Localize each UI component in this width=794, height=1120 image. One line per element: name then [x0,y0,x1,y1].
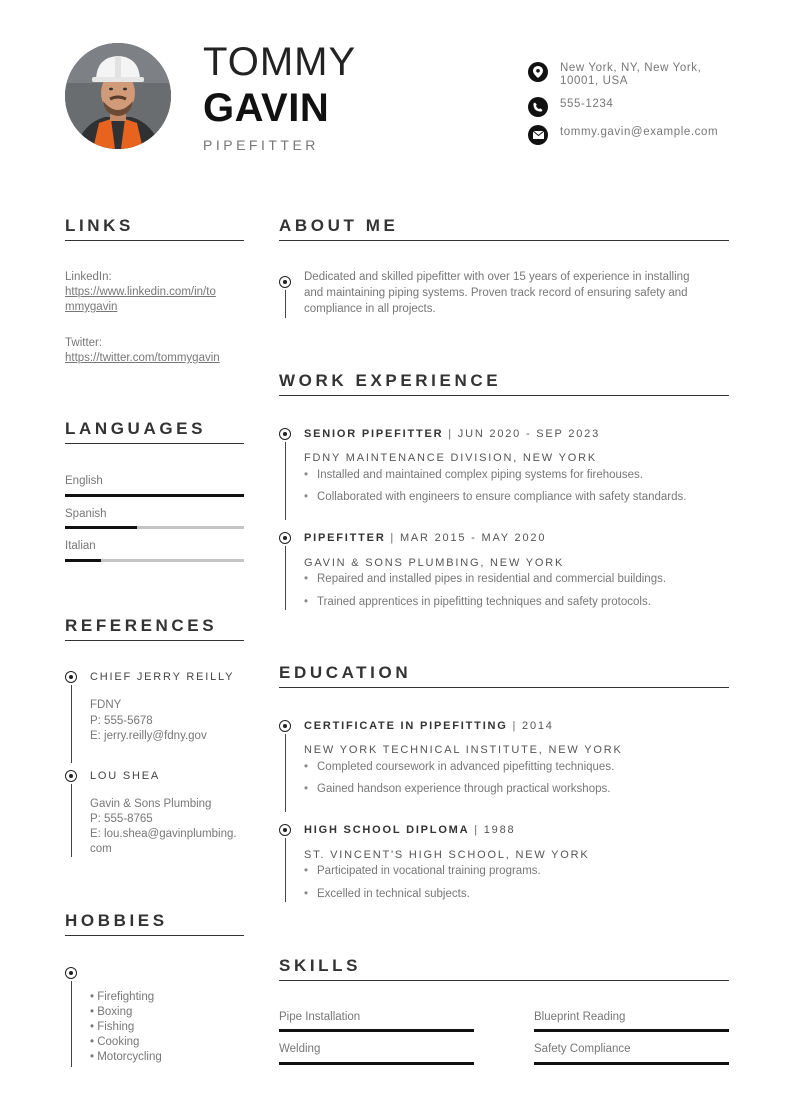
timeline-dot-icon [279,532,291,544]
envelope-icon [528,125,548,145]
skill-name: Pipe Installation [279,1011,361,1023]
job-bullet: • Installed and maintained complex piping systems for firehouses. [317,469,643,481]
timeline-dot-icon [279,824,291,836]
education-year: 2014 [522,720,554,732]
separator: | [443,428,458,440]
education-school: NEW YORK TECHNICAL INSTITUTE, NEW YORK [304,744,623,756]
timeline-line [71,784,72,857]
timeline-line [71,981,72,1067]
timeline-line [285,734,286,812]
reference-email-continued: com [90,843,112,855]
languages-heading: LANGUAGES [65,419,207,438]
language-name: Spanish [65,508,107,520]
language-name: Italian [65,540,96,552]
about-divider [279,240,729,241]
hobbies-heading: HOBBIES [65,911,168,930]
job-bullet: • Collaborated with engineers to ensure compliance with safety standards. [317,491,686,503]
job-title-line [304,428,600,440]
skill-name: Welding [279,1043,321,1055]
about-text: and maintaining piping systems. Proven track record of ensuring safety and [304,287,688,299]
timeline-line [285,546,286,610]
skill-level-bar [534,1062,729,1065]
hobby-item: • Firefighting [90,991,155,1003]
language-level-bar [65,559,244,562]
skill-level-bar [279,1029,474,1032]
first-name: TOMMY [203,40,357,84]
timeline-line [285,442,286,520]
education-title-line [304,720,554,732]
about-heading: ABOUT ME [279,216,399,235]
contact-email [528,125,748,145]
timeline-line [285,838,286,902]
timeline-dot-icon [279,428,291,440]
separator: | [385,532,400,544]
email-text: tommy.gavin@example.com [560,126,719,138]
linkedin-label: LinkedIn: [65,271,112,283]
skill-level-bar [279,1062,474,1065]
education-title: CERTIFICATE IN PIPEFITTING [304,720,508,732]
separator: | [507,720,523,732]
education-divider [279,687,729,688]
last-name: GAVIN [203,86,330,130]
timeline-dot-icon [279,720,291,732]
education-bullet: • Participated in vocational training programs. [317,865,541,877]
job-company: FDNY MAINTENANCE DIVISION, NEW YORK [304,452,598,464]
twitter-label: Twitter: [65,337,103,349]
hobbies-divider [65,935,244,936]
contact-phone [528,97,748,117]
links-divider [65,240,244,241]
education-bullet: • Gained handson experience through practical workshops. [317,783,610,795]
links-heading: LINKS [65,216,134,235]
education-bullet: • Completed coursework in advanced pipefitting techniques. [317,761,614,773]
job-role: PIPEFITTER [304,532,386,544]
language-level-bar [65,526,244,529]
timeline-dot-icon [279,276,291,288]
language-level-fill [65,559,101,562]
skill-name: Safety Compliance [534,1043,631,1055]
timeline-dot-icon [65,967,77,979]
skill-name: Blueprint Reading [534,1011,626,1023]
language-level-fill [65,494,244,497]
reference-name: CHIEF JERRY REILLY [90,671,235,683]
job-bullet: • Trained apprentices in pipefitting techniques and safety protocols. [317,596,651,608]
reference-name: LOU SHEA [90,770,161,782]
education-heading: EDUCATION [279,663,412,682]
references-heading: REFERENCES [65,616,218,635]
about-text: compliance in all projects. [304,303,436,315]
phone-text: 555-1234 [560,98,614,110]
address-text: New York, NY, New York, 10001, USA [560,62,702,87]
hobby-item: • Motorcycling [90,1051,162,1063]
reference-email: E: lou.shea@gavinplumbing. [90,828,237,840]
skill-level-bar [534,1029,729,1032]
job-dates: JUN 2020 - SEP 2023 [457,428,601,440]
reference-phone: P: 555-5678 [90,715,153,727]
linkedin-link[interactable]: https://www.linkedin.com/in/to [65,286,216,298]
hobby-item: • Boxing [90,1006,133,1018]
reference-org: FDNY [90,699,122,711]
worker-portrait-icon [65,43,171,149]
language-level-bar [65,494,244,497]
education-school: ST. VINCENT'S HIGH SCHOOL, NEW YORK [304,849,590,861]
profile-photo [65,43,171,149]
languages-divider [65,443,244,444]
work-heading: WORK EXPERIENCE [279,371,502,390]
timeline-line [71,685,72,763]
skills-divider [279,980,729,981]
education-title-line [304,824,515,836]
job-title: PIPEFITTER [203,137,319,153]
work-divider [279,395,729,396]
twitter-link[interactable]: https://twitter.com/tommygavin [65,352,220,364]
reference-org: Gavin & Sons Plumbing [90,798,212,810]
reference-email: E: jerry.reilly@fdny.gov [90,730,207,742]
language-level-fill [65,526,137,529]
linkedin-link-continued[interactable]: mmygavin [65,301,118,313]
hobby-item: • Cooking [90,1036,140,1048]
map-pin-icon [528,62,548,82]
education-year: 1988 [483,824,516,836]
skills-heading: SKILLS [279,956,362,975]
language-name: English [65,475,103,487]
separator: | [469,824,484,836]
job-bullet: • Repaired and installed pipes in residential and commercial buildings. [317,573,666,585]
education-bullet: • Excelled in technical subjects. [317,888,470,900]
timeline-line [285,290,286,318]
hobby-item: • Fishing [90,1021,135,1033]
job-title-line [304,532,546,544]
job-company: GAVIN & SONS PLUMBING, NEW YORK [304,557,565,569]
timeline-dot-icon [65,770,77,782]
about-text: Dedicated and skilled pipefitter with over 15 years of experience in installing [304,271,690,283]
timeline-dot-icon [65,671,77,683]
job-dates: MAR 2015 - MAY 2020 [399,532,547,544]
phone-icon [528,97,548,117]
education-title: HIGH SCHOOL DIPLOMA [304,824,470,836]
references-divider [65,640,244,641]
reference-phone: P: 555-8765 [90,813,153,825]
job-role: SENIOR PIPEFITTER [304,428,444,440]
contact-address [528,62,748,88]
